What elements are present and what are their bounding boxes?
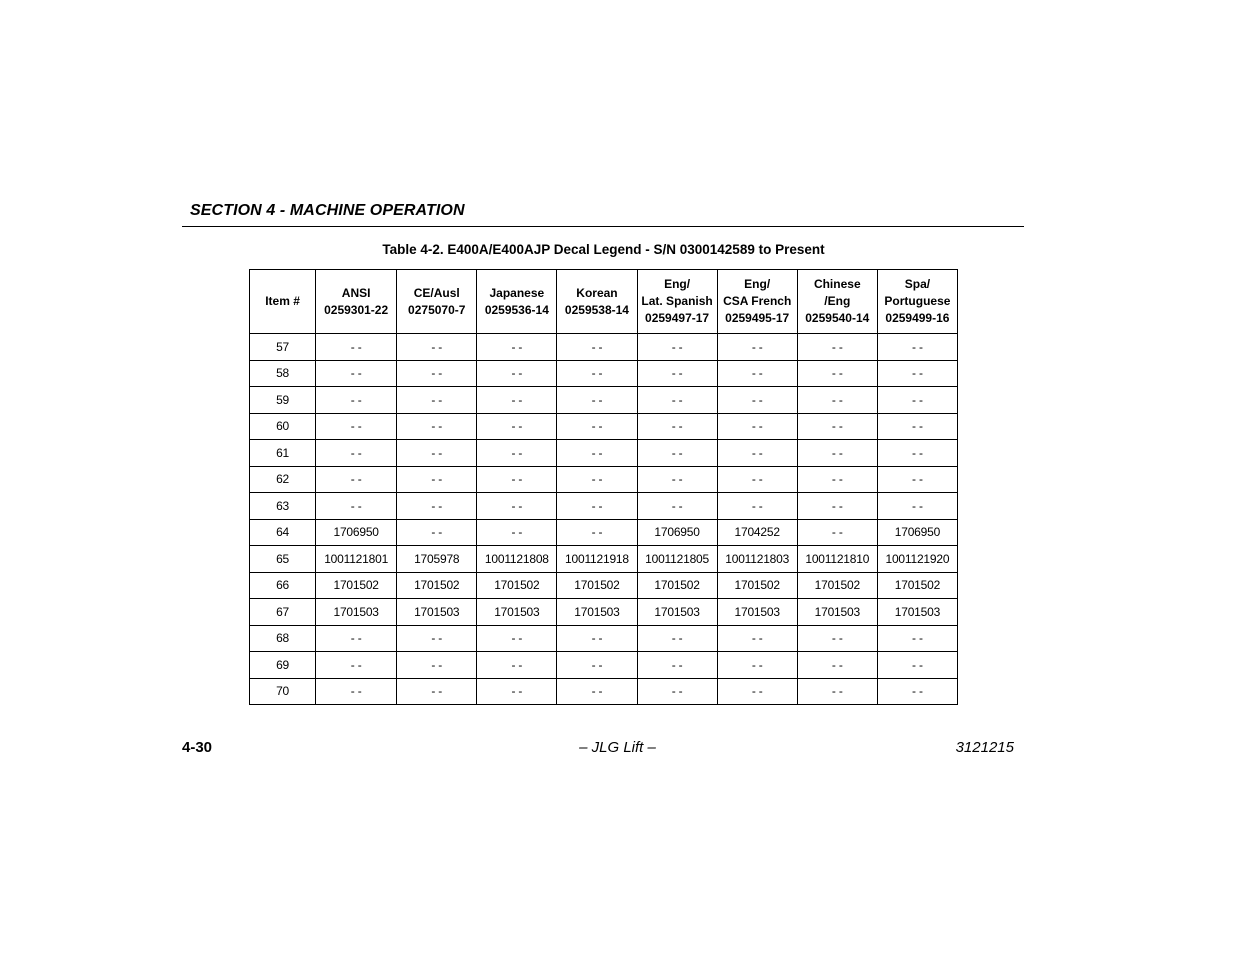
- item-number-cell: 61: [250, 440, 316, 467]
- decal-part-cell: - -: [557, 625, 637, 652]
- decal-part-cell: 1701503: [477, 599, 557, 626]
- item-number-cell: 60: [250, 413, 316, 440]
- decal-part-cell: 1701502: [557, 572, 637, 599]
- decal-part-cell: - -: [797, 519, 877, 546]
- decal-part-cell: - -: [316, 625, 397, 652]
- column-header-line: 0275070-7: [408, 302, 466, 317]
- table-body: [250, 334, 958, 705]
- decal-part-cell: - -: [557, 360, 637, 387]
- decal-part-cell: - -: [877, 440, 957, 467]
- decal-part-cell: 1701502: [877, 572, 957, 599]
- decal-part-cell: - -: [557, 413, 637, 440]
- decal-part-cell: - -: [477, 493, 557, 520]
- table-row: [250, 599, 958, 626]
- decal-part-cell: - -: [557, 493, 637, 520]
- column-header-line: 0259499-16: [885, 311, 950, 325]
- decal-part-cell: - -: [397, 334, 477, 361]
- table-row: [250, 678, 958, 705]
- column-header-line: 0259536-14: [484, 302, 549, 317]
- table-row: [250, 387, 958, 414]
- decal-part-cell: - -: [797, 678, 877, 705]
- decal-part-cell: - -: [316, 493, 397, 520]
- decal-part-cell: - -: [397, 625, 477, 652]
- decal-part-cell: - -: [477, 678, 557, 705]
- decal-part-cell: - -: [717, 413, 797, 440]
- item-number-cell: 69: [250, 652, 316, 679]
- column-header: [797, 270, 877, 334]
- decal-part-cell: - -: [637, 466, 717, 493]
- item-number-cell: 65: [250, 546, 316, 573]
- decal-part-cell: - -: [717, 678, 797, 705]
- column-header: [557, 270, 637, 334]
- item-number-cell: 68: [250, 625, 316, 652]
- column-header: [397, 270, 477, 334]
- decal-part-cell: - -: [877, 360, 957, 387]
- decal-part-cell: - -: [316, 652, 397, 679]
- decal-part-cell: - -: [477, 360, 557, 387]
- column-header-line: CE/Ausl: [413, 285, 460, 300]
- column-header-line: Portuguese: [884, 294, 951, 308]
- decal-part-cell: - -: [717, 625, 797, 652]
- table-row: [250, 440, 958, 467]
- table-row: [250, 493, 958, 520]
- decal-part-cell: - -: [557, 519, 637, 546]
- column-header: [316, 270, 397, 334]
- decal-part-cell: 1001121805: [637, 546, 717, 573]
- item-number-cell: 63: [250, 493, 316, 520]
- decal-part-cell: - -: [637, 440, 717, 467]
- decal-part-cell: - -: [797, 493, 877, 520]
- item-number-cell: 59: [250, 387, 316, 414]
- table-row: [250, 360, 958, 387]
- decal-part-cell: - -: [557, 652, 637, 679]
- decal-part-cell: - -: [397, 678, 477, 705]
- decal-part-cell: - -: [637, 493, 717, 520]
- decal-part-cell: - -: [877, 625, 957, 652]
- decal-part-cell: 1701503: [877, 599, 957, 626]
- decal-part-cell: - -: [397, 466, 477, 493]
- decal-part-cell: - -: [877, 493, 957, 520]
- decal-part-cell: 1001121801: [316, 546, 397, 573]
- decal-part-cell: - -: [316, 678, 397, 705]
- decal-part-cell: 1706950: [877, 519, 957, 546]
- column-header-line: 0259495-17: [725, 311, 790, 325]
- table-row: [250, 572, 958, 599]
- decal-part-cell: - -: [637, 334, 717, 361]
- section-divider: [182, 226, 1024, 227]
- decal-part-cell: - -: [877, 652, 957, 679]
- section-title: SECTION 4 - MACHINE OPERATION: [190, 202, 465, 219]
- decal-part-cell: - -: [557, 387, 637, 414]
- column-header: [477, 270, 557, 334]
- decal-part-cell: 1701503: [316, 599, 397, 626]
- column-header-line: Japanese: [489, 285, 545, 300]
- decal-part-cell: 1701502: [637, 572, 717, 599]
- column-header-line: Lat. Spanish: [641, 294, 713, 308]
- item-number-cell: 66: [250, 572, 316, 599]
- column-header-line: Item #: [265, 294, 300, 308]
- decal-part-cell: 1701502: [477, 572, 557, 599]
- column-header: [250, 270, 316, 334]
- column-header-line: Korean: [576, 285, 618, 300]
- item-number-cell: 57: [250, 334, 316, 361]
- decal-part-cell: - -: [637, 678, 717, 705]
- decal-part-cell: - -: [477, 413, 557, 440]
- decal-part-cell: - -: [477, 625, 557, 652]
- decal-part-cell: 1701502: [316, 572, 397, 599]
- decal-part-cell: - -: [397, 413, 477, 440]
- decal-part-cell: - -: [477, 519, 557, 546]
- document-number: 3121215: [955, 739, 1014, 756]
- decal-part-cell: - -: [316, 413, 397, 440]
- decal-part-cell: 1001121918: [557, 546, 637, 573]
- decal-part-cell: - -: [397, 360, 477, 387]
- decal-part-cell: - -: [637, 413, 717, 440]
- decal-part-cell: - -: [477, 440, 557, 467]
- decal-part-cell: - -: [316, 440, 397, 467]
- decal-part-cell: 1706950: [316, 519, 397, 546]
- decal-part-cell: - -: [397, 652, 477, 679]
- decal-part-cell: - -: [557, 440, 637, 467]
- decal-part-cell: - -: [797, 387, 877, 414]
- decal-part-cell: - -: [877, 466, 957, 493]
- column-header: [877, 270, 957, 334]
- decal-part-cell: - -: [397, 440, 477, 467]
- column-header-line: ANSI: [341, 285, 371, 300]
- decal-part-cell: 1701503: [717, 599, 797, 626]
- decal-part-cell: 1701502: [797, 572, 877, 599]
- column-header-line: CSA French: [723, 294, 792, 308]
- decal-part-cell: 1001121920: [877, 546, 957, 573]
- decal-part-cell: 1001121803: [717, 546, 797, 573]
- decal-part-cell: - -: [316, 466, 397, 493]
- decal-part-cell: - -: [797, 334, 877, 361]
- decal-part-cell: - -: [797, 652, 877, 679]
- decal-part-cell: - -: [717, 360, 797, 387]
- decal-part-cell: - -: [477, 334, 557, 361]
- decal-part-cell: - -: [397, 493, 477, 520]
- decal-part-cell: 1001121810: [797, 546, 877, 573]
- column-header-line: 0259301-22: [324, 302, 389, 317]
- column-header: [637, 270, 717, 334]
- table-caption: Table 4-2. E400A/E400AJP Decal Legend - S/N 0300142589 to Present: [382, 242, 825, 257]
- item-number-cell: 62: [250, 466, 316, 493]
- decal-part-cell: - -: [717, 652, 797, 679]
- decal-part-cell: - -: [397, 519, 477, 546]
- decal-part-cell: 1701503: [557, 599, 637, 626]
- decal-part-cell: - -: [477, 652, 557, 679]
- table-row: [250, 546, 958, 573]
- decal-part-cell: - -: [877, 387, 957, 414]
- decal-part-cell: 1701503: [397, 599, 477, 626]
- table-row: [250, 519, 958, 546]
- page-number: 4-30: [182, 739, 213, 756]
- decal-part-cell: 1001121808: [477, 546, 557, 573]
- item-number-cell: 58: [250, 360, 316, 387]
- column-header-line: 0259497-17: [645, 311, 710, 325]
- column-header-line: Spa/: [904, 277, 931, 291]
- table-row: [250, 625, 958, 652]
- decal-part-cell: - -: [637, 652, 717, 679]
- decal-part-cell: - -: [797, 360, 877, 387]
- decal-part-cell: - -: [877, 413, 957, 440]
- column-header-line: Eng/: [664, 277, 691, 291]
- table-row: [250, 334, 958, 361]
- decal-part-cell: 1701503: [797, 599, 877, 626]
- decal-part-cell: 1701502: [397, 572, 477, 599]
- decal-part-cell: 1701503: [637, 599, 717, 626]
- column-header: [717, 270, 797, 334]
- decal-part-cell: - -: [797, 466, 877, 493]
- table-row: [250, 413, 958, 440]
- item-number-cell: 70: [250, 678, 316, 705]
- decal-part-cell: - -: [797, 625, 877, 652]
- decal-part-cell: - -: [717, 334, 797, 361]
- column-header-line: 0259540-14: [805, 311, 870, 325]
- decal-part-cell: - -: [717, 466, 797, 493]
- decal-part-cell: - -: [557, 678, 637, 705]
- item-number-cell: 64: [250, 519, 316, 546]
- decal-part-cell: 1701502: [717, 572, 797, 599]
- decal-part-cell: - -: [797, 413, 877, 440]
- decal-part-cell: - -: [397, 387, 477, 414]
- table-header-row: [250, 270, 958, 334]
- decal-part-cell: - -: [316, 360, 397, 387]
- decal-part-cell: 1705978: [397, 546, 477, 573]
- decal-part-cell: - -: [477, 466, 557, 493]
- decal-part-cell: - -: [557, 466, 637, 493]
- decal-legend-table: [249, 269, 958, 705]
- column-header-line: 0259538-14: [564, 302, 629, 317]
- decal-part-cell: - -: [797, 440, 877, 467]
- column-header-line: Eng/: [744, 277, 771, 291]
- decal-part-cell: - -: [637, 360, 717, 387]
- decal-part-cell: - -: [637, 625, 717, 652]
- decal-part-cell: - -: [637, 387, 717, 414]
- item-number-cell: 67: [250, 599, 316, 626]
- decal-part-cell: 1704252: [717, 519, 797, 546]
- footer-title: – JLG Lift –: [579, 739, 656, 756]
- decal-part-cell: - -: [877, 678, 957, 705]
- decal-part-cell: - -: [316, 334, 397, 361]
- decal-part-cell: - -: [316, 387, 397, 414]
- decal-part-cell: - -: [717, 387, 797, 414]
- decal-part-cell: 1706950: [637, 519, 717, 546]
- table-row: [250, 466, 958, 493]
- decal-part-cell: - -: [717, 440, 797, 467]
- table-row: [250, 652, 958, 679]
- decal-part-cell: - -: [477, 387, 557, 414]
- decal-part-cell: - -: [557, 334, 637, 361]
- column-header-line: Chinese: [813, 277, 861, 291]
- column-header-line: /Eng: [824, 294, 851, 308]
- decal-part-cell: - -: [717, 493, 797, 520]
- decal-part-cell: - -: [877, 334, 957, 361]
